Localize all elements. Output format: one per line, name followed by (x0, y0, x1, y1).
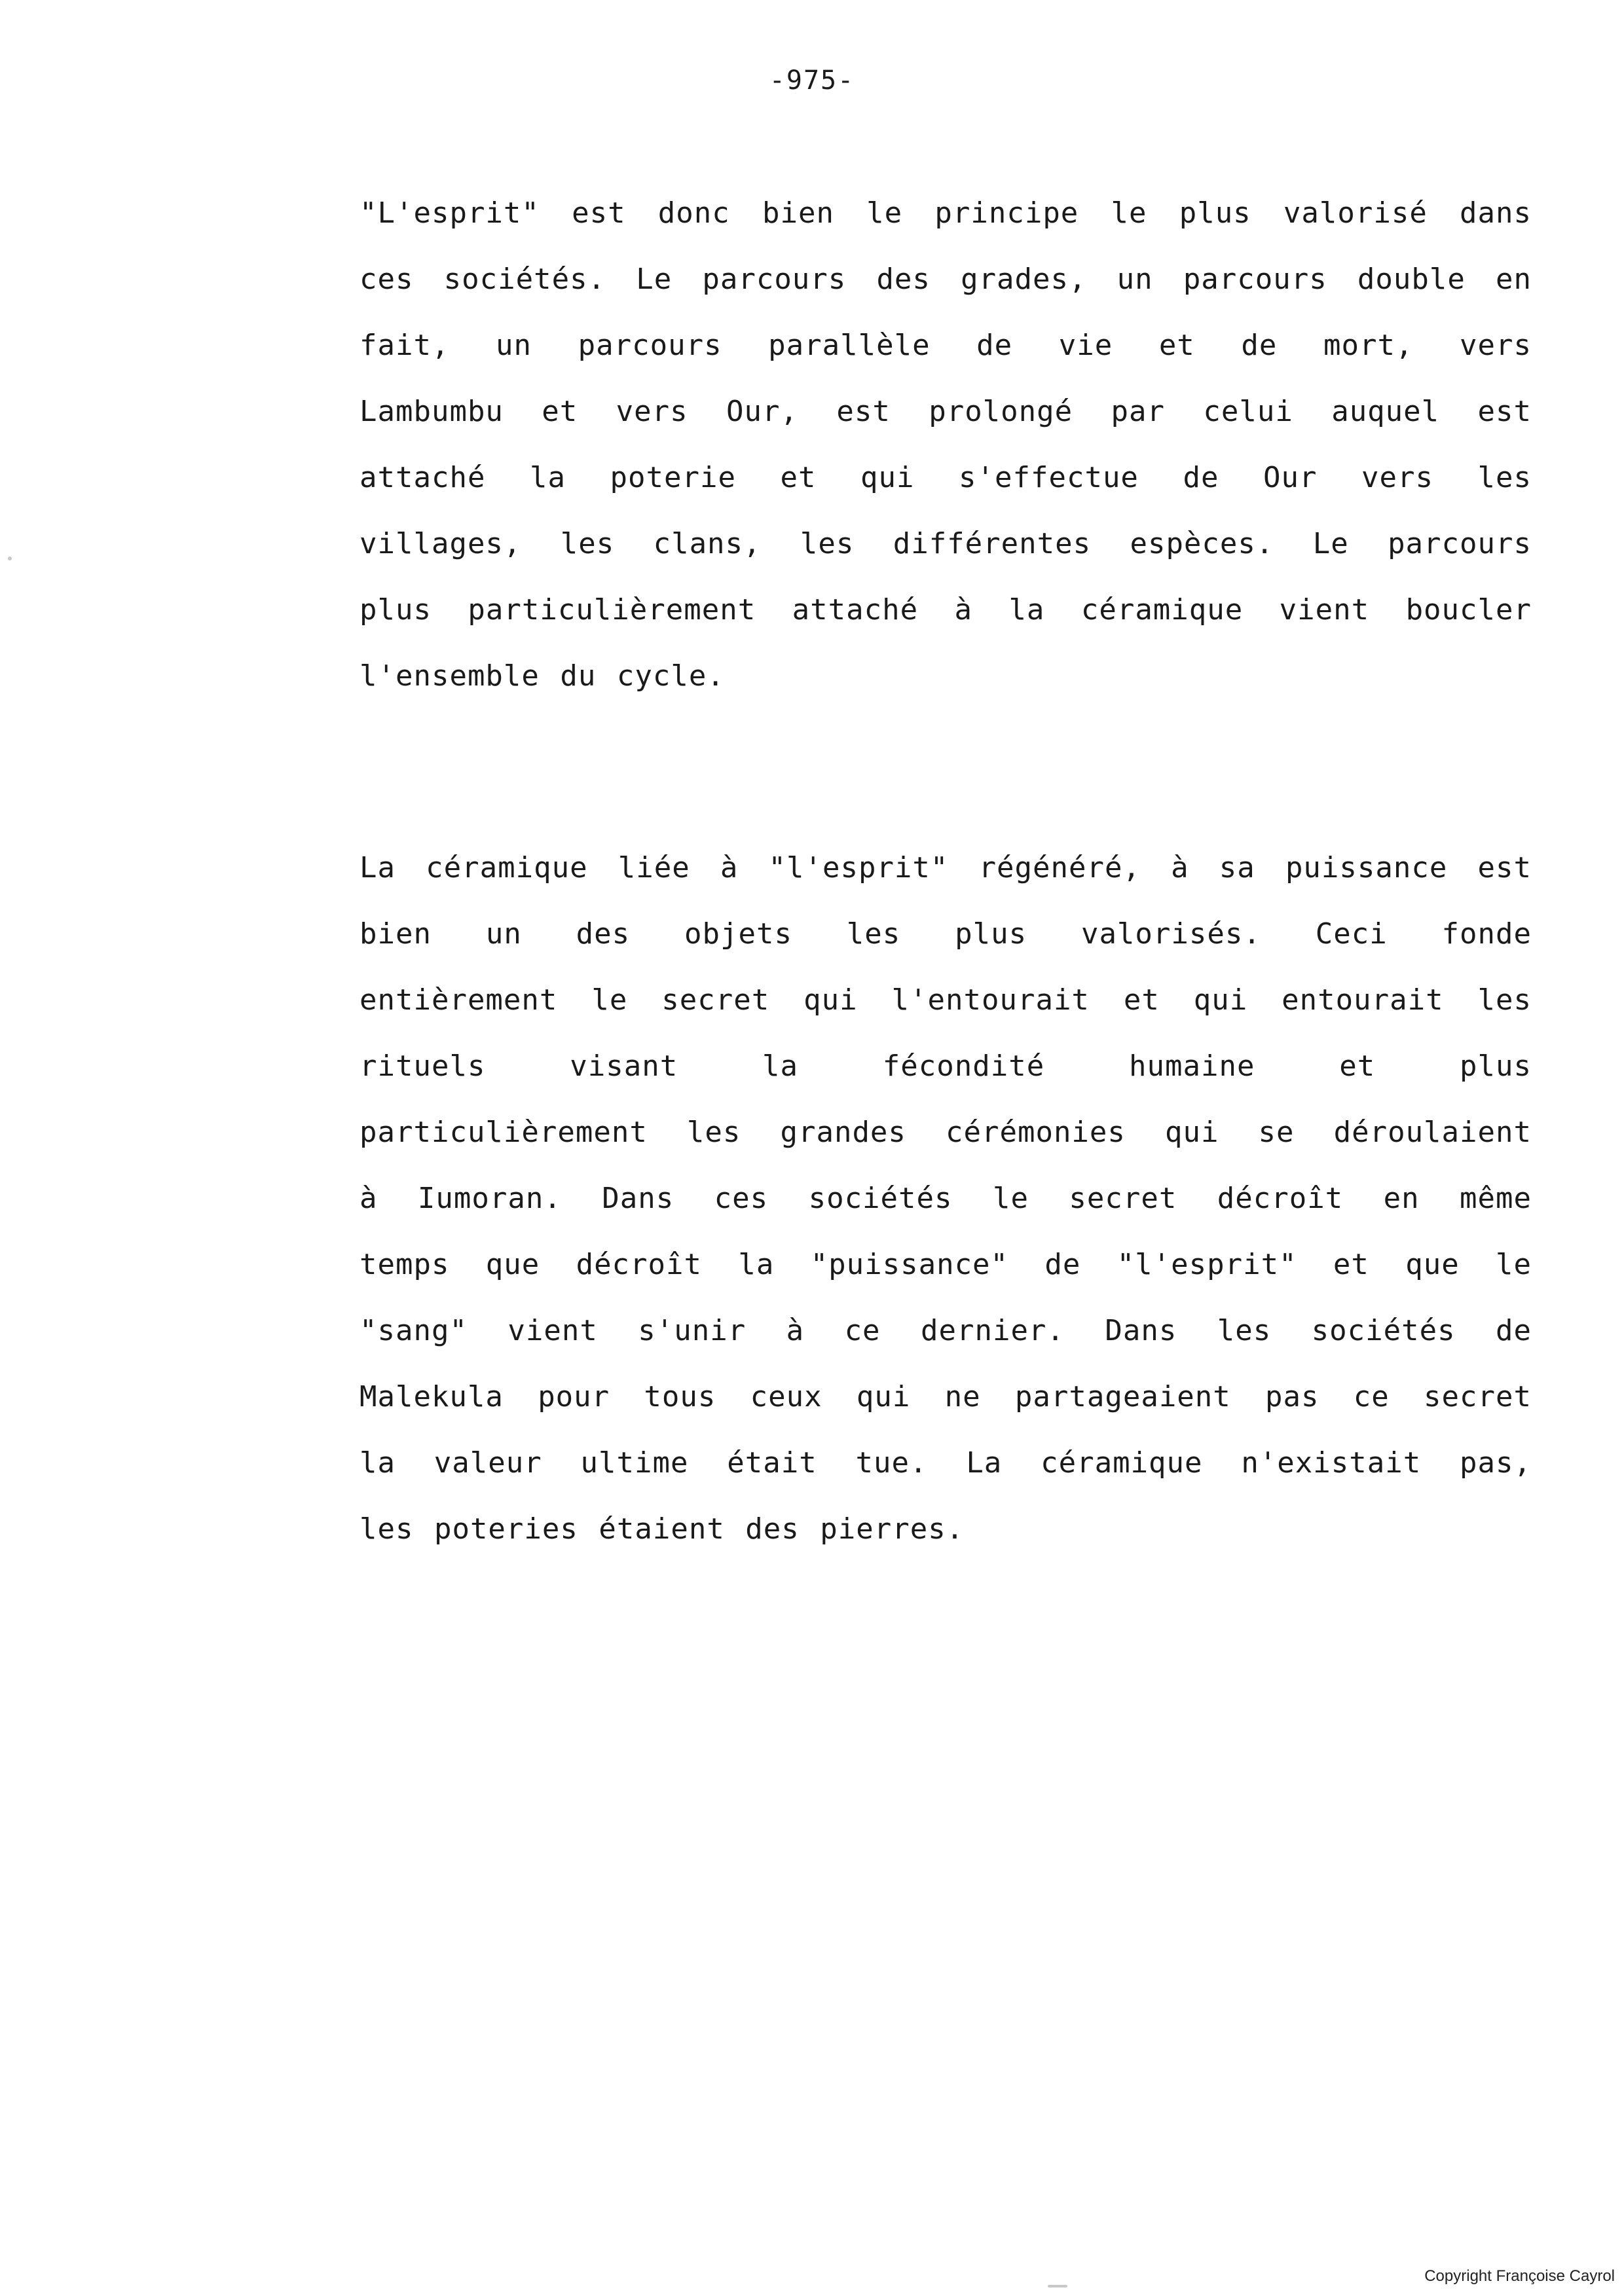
copyright-notice: Copyright Françoise Cayrol (1424, 2267, 1615, 2285)
scan-speck (1048, 2285, 1067, 2287)
text-line: villages, les clans, les différentes espèces. Le parcours (360, 527, 1532, 560)
text-line: "sang" vient s'unir à ce dernier. Dans les sociétés de (360, 1314, 1532, 1347)
text-line: temps que décroît la "puissance" de "l'esprit" et que le (360, 1248, 1532, 1281)
paragraph-1 (360, 191, 1532, 720)
page-number: -975- (769, 65, 855, 96)
text-line: entièrement le secret qui l'entourait et qui entourait les (360, 983, 1532, 1017)
scan-speck (8, 556, 12, 560)
text-line: Malekula pour tous ceux qui ne partageaient pas ce secret (360, 1380, 1532, 1413)
text-line: rituels visant la fécondité humaine et plus (360, 1049, 1532, 1083)
text-line: à Iumoran. Dans ces sociétés le secret décroît en même (360, 1182, 1532, 1215)
text-line: les poteries étaient des pierres. (360, 1512, 965, 1546)
text-line: plus particulièrement attaché à la céramique vient boucler (360, 593, 1532, 627)
text-line: La céramique liée à "l'esprit" régénéré, à sa puissance est (360, 851, 1532, 884)
text-line: ces sociétés. Le parcours des grades, un parcours double en (360, 263, 1532, 296)
text-line: "L'esprit" est donc bien le principe le plus valorisé dans (360, 196, 1532, 230)
text-line: la valeur ultime était tue. La céramique n'existait pas, (360, 1446, 1532, 1480)
text-line: attaché la poterie et qui s'effectue de Our vers les (360, 461, 1532, 494)
paragraph-2 (360, 846, 1532, 1573)
text-line: bien un des objets les plus valorisés. Ceci fonde (360, 917, 1532, 951)
text-line: fait, un parcours parallèle de vie et de mort, vers (360, 329, 1532, 362)
text-line: Lambumbu et vers Our, est prolongé par celui auquel est (360, 395, 1532, 428)
text-line: l'ensemble du cycle. (360, 659, 725, 693)
text-line: particulièrement les grandes cérémonies qui se déroulaient (360, 1116, 1532, 1149)
